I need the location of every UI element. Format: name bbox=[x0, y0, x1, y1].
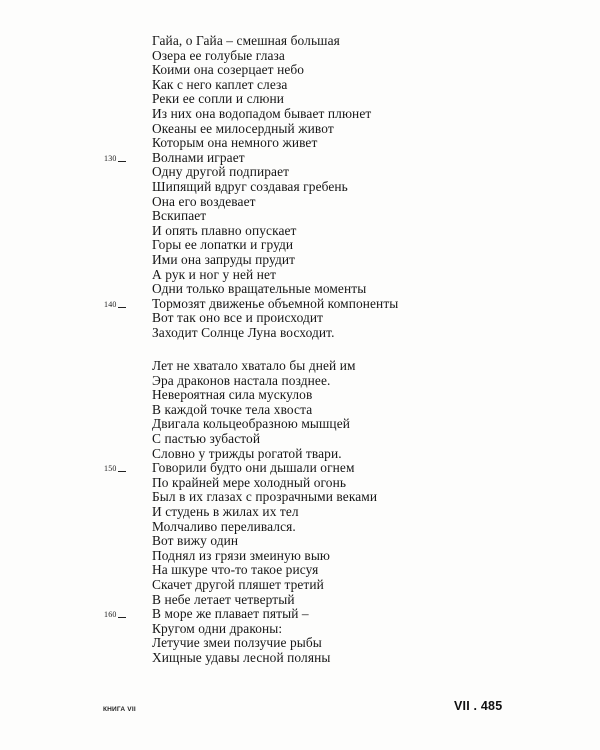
poem-line bbox=[152, 549, 377, 564]
poem-line bbox=[152, 374, 377, 389]
poem-line bbox=[152, 282, 398, 297]
poem-line bbox=[152, 432, 377, 447]
poem-line bbox=[152, 520, 377, 535]
line-text: В каждой точке тела хвоста bbox=[152, 401, 313, 417]
line-text: Лет не хватало хватало бы дней им bbox=[152, 358, 356, 373]
line-text: Шипящий вдруг создавая гребень bbox=[152, 178, 348, 194]
line-text: Которым она немного живет bbox=[152, 135, 318, 151]
line-text: Был в их глазах с прозрачными веками bbox=[152, 489, 378, 505]
line-text: Одну другой подпирает bbox=[152, 164, 290, 180]
poem-line bbox=[152, 253, 398, 268]
line-text: Вот так оно все и происходит bbox=[152, 310, 324, 326]
line-text: А рук и ног у ней нет bbox=[152, 266, 277, 282]
poem-line bbox=[104, 460, 377, 476]
poem-line bbox=[152, 563, 377, 578]
poem-line bbox=[152, 505, 377, 520]
line-number-marker: 140 bbox=[104, 298, 126, 313]
poem-line bbox=[152, 107, 398, 122]
page-number: VII . 485 bbox=[454, 699, 503, 713]
line-text: Заходит Солнце Луна восходит. bbox=[152, 324, 335, 340]
line-text: Скачет другой пляшет третий bbox=[152, 576, 324, 592]
line-text: Молчаливо переливался. bbox=[152, 518, 296, 534]
line-number-marker: 160 bbox=[104, 608, 126, 623]
poem-line bbox=[152, 78, 398, 93]
line-text: Гайа, о Гайа – смешная большая bbox=[152, 33, 340, 48]
line-text: Как с него каплет слеза bbox=[152, 76, 288, 92]
poem-line bbox=[152, 534, 377, 549]
line-text: Невероятная сила мускулов bbox=[152, 387, 313, 403]
stanza-1 bbox=[104, 33, 399, 340]
poem-line bbox=[152, 268, 398, 283]
poem-line bbox=[152, 578, 377, 593]
poem-line bbox=[152, 388, 377, 403]
poem-line bbox=[152, 195, 398, 210]
poem-line bbox=[104, 606, 377, 622]
line-text: Тормозят движенье объемной компоненты bbox=[152, 295, 399, 311]
line-number-marker: 130 bbox=[104, 152, 126, 167]
line-text: Она его воздевает bbox=[152, 193, 256, 209]
line-text: Поднял из грязи змеиную выю bbox=[152, 547, 331, 563]
line-text: И опять плавно опускает bbox=[152, 222, 297, 238]
line-number-marker: 150 bbox=[104, 462, 126, 477]
poem-line bbox=[152, 622, 377, 637]
line-text: Кругом одни драконы: bbox=[152, 620, 283, 636]
line-text: Эра драконов настала позднее. bbox=[152, 372, 331, 388]
poem-line bbox=[152, 311, 398, 326]
line-text: И студень в жилах их тел bbox=[152, 503, 299, 519]
line-text: Озера ее голубые глаза bbox=[152, 47, 285, 63]
poem-line bbox=[152, 636, 377, 651]
line-text: Говорили будто они дышали огнем bbox=[152, 460, 355, 476]
poem-line bbox=[152, 49, 398, 64]
line-text: Из них она водопадом бывает плюнет bbox=[152, 105, 372, 121]
poem-line bbox=[152, 417, 377, 432]
line-text: Летучие змеи ползучие рыбы bbox=[152, 635, 322, 651]
line-text: Волнами играет bbox=[152, 149, 245, 165]
poem-line bbox=[152, 403, 377, 418]
line-text: Коими она созерцает небо bbox=[152, 62, 305, 78]
poem-line bbox=[152, 136, 398, 151]
poem-line bbox=[152, 326, 398, 341]
poem-line bbox=[152, 209, 398, 224]
poem-line bbox=[152, 165, 398, 180]
line-text: Хищные удавы лесной поляны bbox=[152, 649, 331, 665]
poem-line bbox=[104, 149, 398, 166]
line-text: В море же плавает пятый – bbox=[152, 606, 309, 622]
line-text: Двигала кольцеобразною мышцей bbox=[152, 416, 350, 432]
running-head: КНИГА VII bbox=[103, 706, 136, 713]
line-text: С пастью зубастой bbox=[152, 430, 261, 446]
line-text: На шкуре что-то такое рисуя bbox=[152, 562, 319, 578]
line-text: Словно у трижды рогатой твари. bbox=[152, 445, 342, 461]
line-text: Реки ее сопли и слюни bbox=[152, 91, 285, 107]
line-text: Одни только вращательные моменты bbox=[152, 281, 367, 297]
poem-line bbox=[152, 651, 377, 666]
poem-line bbox=[152, 593, 377, 608]
poem-line bbox=[152, 122, 398, 137]
poem-line bbox=[152, 490, 377, 505]
stanza-2 bbox=[104, 358, 378, 665]
line-text: Ими она запруды прудит bbox=[152, 251, 296, 267]
line-text: По крайней мере холодный огонь bbox=[152, 474, 347, 490]
poem-line bbox=[152, 476, 377, 491]
line-text: Вот вижу один bbox=[152, 533, 239, 549]
line-text: В небе летает четвертый bbox=[152, 591, 295, 607]
poem-line bbox=[152, 92, 398, 107]
poem-line bbox=[152, 180, 398, 195]
poem-line bbox=[152, 63, 398, 78]
line-text: Океаны ее милосердный живот bbox=[152, 120, 334, 136]
line-text: Вскипает bbox=[152, 208, 207, 224]
poem-line bbox=[152, 224, 398, 239]
poem-line bbox=[152, 238, 398, 253]
poem-line bbox=[152, 359, 377, 374]
poem-line bbox=[104, 295, 399, 312]
poem-line bbox=[152, 34, 398, 49]
poem-line bbox=[152, 447, 377, 462]
line-text: Горы ее лопатки и груди bbox=[152, 237, 294, 253]
